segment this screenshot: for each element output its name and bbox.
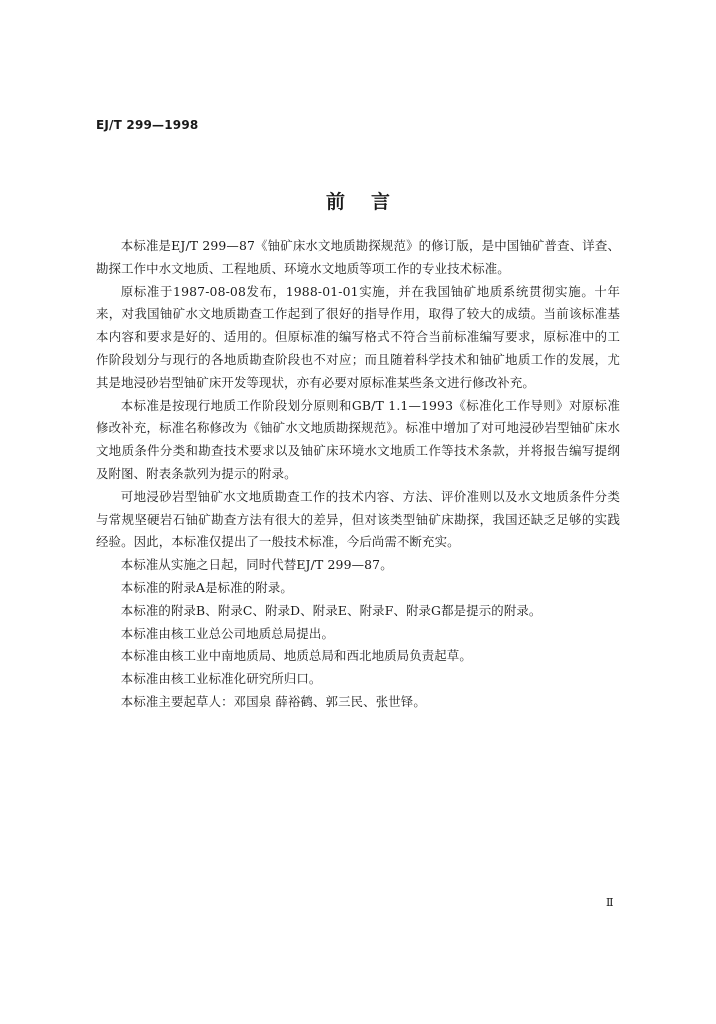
page-number: Ⅱ [606,896,614,909]
paragraph-proposed-by: 本标准由核工业总公司地质总局提出。 [120,625,334,641]
paragraph-replacement: 本标准从实施之日起，同时代替EJ/T 299—87。 [120,557,393,573]
paragraph-appendix-b-g: 本标准的附录B、附录C、附录D、附录E、附录F、附录G都是提示的附录。 [120,602,542,618]
paragraph-centralized-by: 本标准由核工业标准化研究所归口。 [120,671,322,687]
paragraph-original-standard: 原标准于1987-08-08发布，1988-01-01实施，并在我国铀矿地质系统贯彻实施。十年来，对我国铀矿水文地质勘查工作起到了很好的指导作用，取得了较大的成绩。当前该标准基本内容和要求是好的、适用的。但原标准的编写格式不符合当前标准编写要求，原标准中的工作阶段划分与现行的各地质勘查阶段也不对应；而且随着科学技术和铀矿地质工作的发展，尤其是地浸砂岩型铀矿床开发等现状，亦有必要对原标准某些条文进行修改补充。 [96,283,620,390]
page-title: 前言 [325,191,416,213]
paragraph-in-situ-leaching: 可地浸砂岩型铀矿水文地质勘查工作的技术内容、方法、评价准则以及水文地质条件分类与常规坚硬岩石铀矿勘查方法有很大的差异，但对该类型铀矿床勘探，我国还缺乏足够的实践经验。因此，本标准仅提出了一般技术标准，今后尚需不断充实。 [96,488,620,550]
paragraph-appendix-a: 本标准的附录A是标准的附录。 [120,579,293,595]
paragraph-drafted-by: 本标准由核工业中南地质局、地质总局和西北地质局负责起草。 [120,648,472,664]
standard-code: EJ/T 299—1998 [96,118,199,132]
paragraph-revision-basis: 本标准是按现行地质工作阶段划分原则和GB/T 1.1—1993《标准化工作导则》对原标准修改补充，标准名称修改为《铀矿水文地质勘探规范》。标准中增加了对可地浸砂岩型铀矿床水文地质条件分类和勘查技术要求以及铀矿床环境水文地质工作等技术条款，并将报告编写提纲及附图、附表条款列为提示的附录。 [96,397,620,481]
paragraph-revision-intro: 本标准是EJ/T 299—87《铀矿床水文地质勘探规范》的修订版，是中国铀矿普查、详查、勘探工作中水文地质、工程地质、环境水文地质等项工作的专业技术标准。 [96,238,620,276]
paragraph-main-drafters: 本标准主要起草人：邓国泉 薛裕鹤、郭三民、张世铎。 [120,693,426,709]
preface-body [96,235,620,714]
